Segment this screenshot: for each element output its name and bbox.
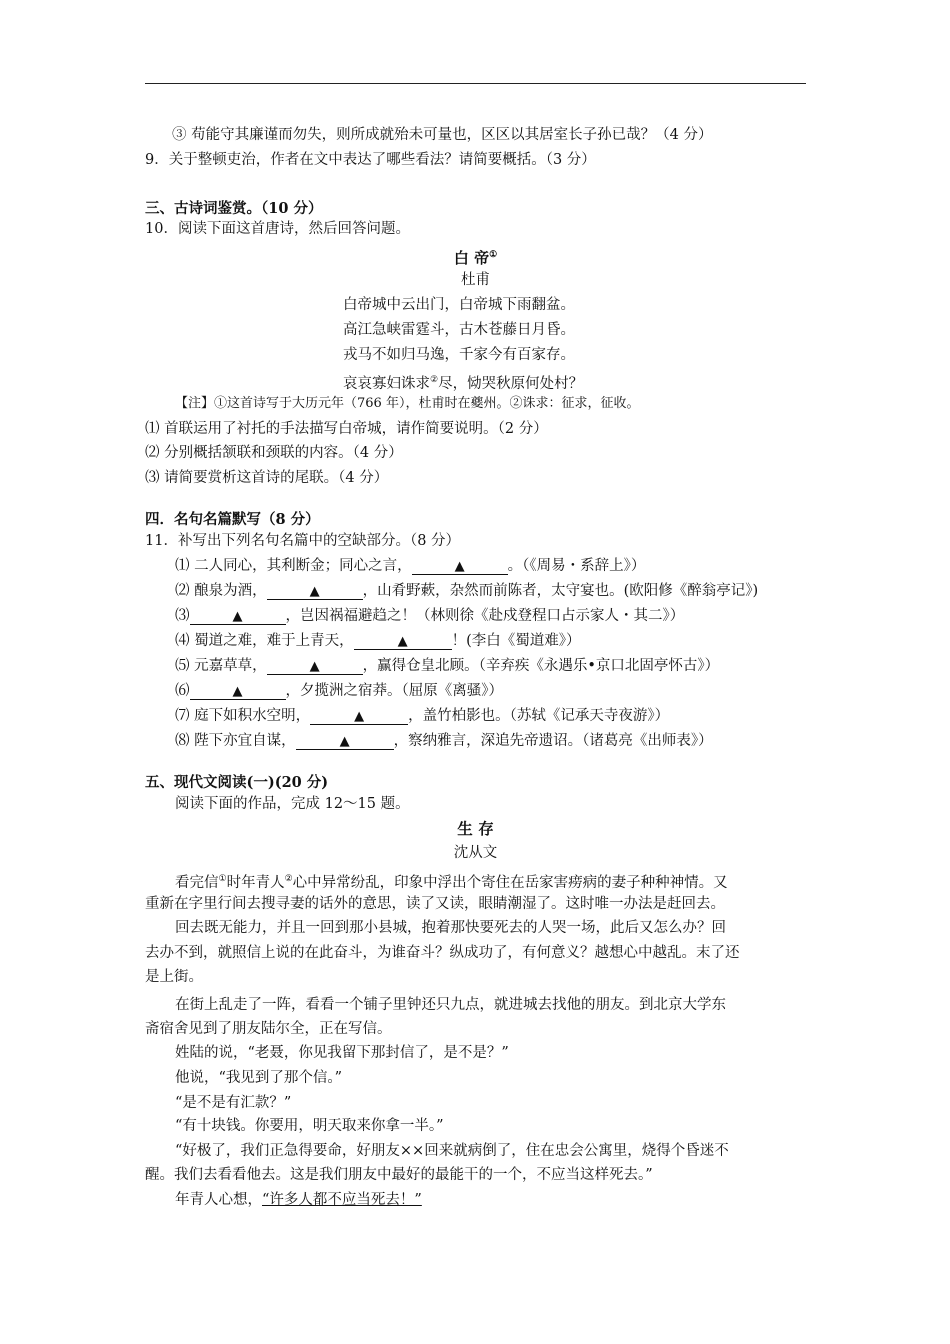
- footnote-mark: ②: [430, 375, 439, 385]
- triangle-icon: ▲: [339, 734, 350, 749]
- question-10-sub: ⑵ 分别概括颔联和颈联的内容。（4 分）: [145, 445, 403, 461]
- fill-blank[interactable]: [190, 608, 286, 625]
- story-author: 沈从文: [453, 845, 498, 861]
- section-4-title: 四．名句名篇默写（8 分）: [145, 511, 320, 528]
- paragraph-line: 重新在字里行间去搜寻妻的话外的意思，读了又读，眼睛潮湿了。这时唯一办法是赶回去。: [145, 896, 725, 912]
- question-9: 9．关于整顿吏治，作者在文中表达了哪些看法？请简要概括。（3 分）: [145, 152, 596, 168]
- poem-title: 白 帝①: [453, 249, 498, 267]
- footnote-mark: ②: [284, 874, 293, 884]
- paragraph-line: 在街上乱走了一阵，看看一个铺子里钟还只九点，就进城去找他的朋友。到北京大学东: [175, 997, 726, 1013]
- poem-line: 哀哀寡妇诛求②尽，恸哭秋原何处村？: [343, 375, 584, 392]
- fill-blank[interactable]: [267, 658, 363, 675]
- poem-line: 白帝城中云出门，白帝城下雨翻盆。: [343, 297, 575, 313]
- fill-blank[interactable]: [412, 558, 508, 575]
- dialogue-line: “是不是有汇款？”: [175, 1095, 292, 1111]
- story-title: 生 存: [457, 819, 494, 838]
- fill-item: ⑸ 元嘉草草， ▲ ，赢得仓皇北顾。（辛弃疾《永遇乐•京口北固亭怀古》）: [175, 658, 720, 674]
- fill-blank[interactable]: [310, 708, 408, 725]
- fill-item: ⑺ 庭下如积水空明， ▲ ，盖竹柏影也。（苏轼《记承天寺夜游》）: [175, 708, 670, 724]
- fill-item: ⑷ 蜀道之难，难于上青天， ▲ ！(李白《蜀道难》）: [175, 633, 581, 649]
- question-10: 10．阅读下面这首唐诗，然后回答问题。: [145, 221, 410, 237]
- triangle-icon: ▲: [232, 684, 243, 699]
- triangle-icon: ▲: [309, 659, 320, 674]
- paragraph-line: 去办不到，就照信上说的在此奋斗，为谁奋斗？纵成功了，有何意义？越想心中越乱。末了还: [145, 945, 740, 961]
- paragraph-line: 回去既无能力，并且一回到那小县城，抱着那快要死去的人哭一场，此后又怎么办？回: [175, 920, 726, 936]
- dialogue-line: 姓陆的说，“老聂，你见我留下那封信了，是不是？”: [175, 1045, 509, 1061]
- triangle-icon: ▲: [309, 584, 320, 599]
- question-11: 11．补写出下列名句名篇中的空缺部分。（8 分）: [145, 533, 461, 549]
- footnote-mark: ①: [489, 250, 498, 260]
- footnote-mark: ①: [218, 874, 227, 884]
- header-rule: [145, 83, 806, 84]
- fill-blank[interactable]: [190, 683, 286, 700]
- fill-blank[interactable]: [354, 633, 452, 650]
- poem-line: 戎马不如归马逸，千家今有百家存。: [343, 347, 575, 363]
- dialogue-line: “有十块钱。你要用，明天取来你拿一半。”: [175, 1118, 444, 1134]
- triangle-icon: ▲: [232, 609, 243, 624]
- dialogue-line: 他说，“我见到了那个信。”: [175, 1070, 343, 1086]
- triangle-icon: ▲: [397, 634, 408, 649]
- question-8-3: ③ 苟能守其廉谨而勿失，则所成就殆未可量也，区区以其居室长子孙已哉？（4 分）: [172, 127, 713, 143]
- fill-blank[interactable]: [267, 583, 363, 600]
- dialogue-line: 醒。我们去看看他去。这是我们朋友中最好的最能干的一个，不应当这样死去。”: [145, 1167, 653, 1183]
- poem-line: 高江急峡雷霆斗，古木苍藤日月昏。: [343, 322, 575, 338]
- section-5-title: 五、现代文阅读(一)(20 分): [145, 774, 329, 791]
- poem-author: 杜甫: [461, 272, 490, 288]
- dialogue-line: “好极了，我们正急得要命，好朋友××回来就病倒了，住在忠会公寓里，烧得个昏迷不: [175, 1143, 729, 1159]
- underlined-quote: “许多人都不应当死去！”: [262, 1192, 422, 1208]
- section-5-intro: 阅读下面的作品，完成 12～15 题。: [175, 796, 410, 812]
- paragraph-line: 是上街。: [145, 969, 203, 985]
- question-10-sub: ⑶ 请简要赏析这首诗的尾联。（4 分）: [145, 470, 389, 486]
- section-3-title: 三、古诗词鉴赏。（10 分）: [145, 200, 323, 217]
- paragraph-line: 看完信①时年青人②心中异常纷乱，印象中浮出个寄住在岳家害痨病的妻子种种神情。又: [175, 874, 728, 891]
- fill-item: ⑴ 二人同心，其利断金；同心之言， ▲ 。（《周易・系辞上》）: [175, 558, 646, 574]
- poem-note: 【注】①这首诗写于大历元年（766 年），杜甫时在夔州。②诛求：征求，征收。: [175, 396, 640, 411]
- fill-item: ⑵ 酿泉为酒， ▲ ，山肴野蔌，杂然而前陈者，太守宴也。(欧阳修《醉翁亭记》): [175, 583, 759, 599]
- triangle-icon: ▲: [354, 709, 365, 724]
- fill-item: ⑹ ▲ ，夕揽洲之宿莽。（屈原《离骚》）: [175, 683, 503, 699]
- fill-item: ⑶ ▲ ，岂因祸福避趋之！（林则徐《赴戍登程口占示家人・其二》）: [175, 608, 685, 624]
- paragraph-line: 斋宿舍见到了朋友陆尔全，正在写信。: [145, 1021, 392, 1037]
- fill-item: ⑻ 陛下亦宜自谋， ▲ ，察纳雅言，深追先帝遗诏。（诸葛亮《出师表》）: [175, 733, 713, 749]
- fill-blank[interactable]: [296, 733, 394, 750]
- question-10-sub: ⑴ 首联运用了衬托的手法描写白帝城，请作简要说明。（2 分）: [145, 421, 548, 437]
- dialogue-line: 年青人心想，“许多人都不应当死去！”: [175, 1192, 422, 1208]
- triangle-icon: ▲: [454, 559, 465, 574]
